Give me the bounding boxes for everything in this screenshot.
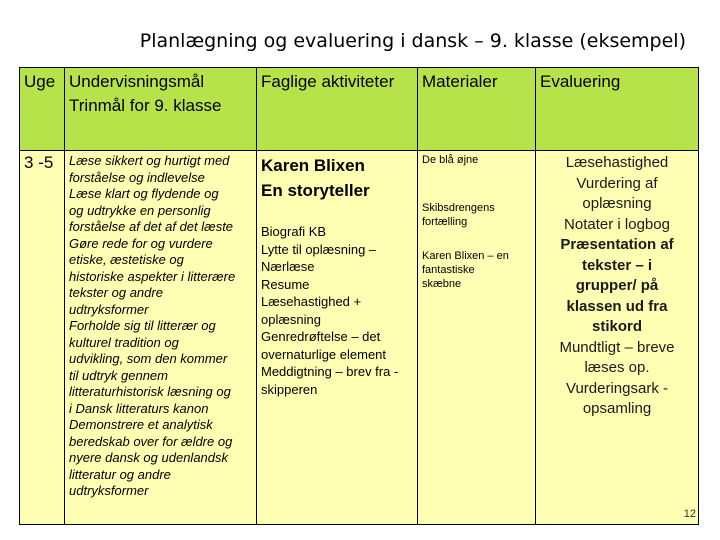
header-materialer-label: Materialer bbox=[422, 72, 498, 91]
evaluering-line: læses op. bbox=[584, 359, 650, 376]
aktivitet-line: Meddigtning – brev fra - bbox=[261, 364, 399, 379]
aktivitet-line: Nærlæse bbox=[261, 259, 315, 274]
evaluering-line: Læsehastighed bbox=[565, 154, 669, 171]
maal-line: udtryksformer bbox=[69, 301, 149, 317]
evaluering-bold-line: tekster – i bbox=[581, 256, 653, 274]
header-uge-label: Uge bbox=[24, 72, 56, 91]
table-row bbox=[20, 151, 699, 525]
aktivitet-line: oplæsning bbox=[261, 311, 321, 327]
maal-line: kulturel tradition og bbox=[69, 334, 179, 350]
maal-line: udvikling, som den kommer bbox=[69, 351, 228, 366]
evaluering-bold-line: stikord bbox=[591, 318, 642, 335]
aktivitet-title: Karen Blixen bbox=[261, 156, 365, 175]
maal-line: forståelse og indlevelse bbox=[69, 169, 205, 185]
aktivitet-line: Biografi KB bbox=[261, 224, 327, 239]
evaluering-bold-line: klassen ud fra bbox=[566, 297, 668, 315]
maal-line: litteraturhistorisk læsning og bbox=[69, 384, 231, 399]
maal-line: Demonstrere et analytisk bbox=[69, 417, 213, 432]
materiale-item: fortælling bbox=[422, 216, 468, 228]
cell-evaluering bbox=[536, 151, 699, 525]
cell-materialer bbox=[418, 151, 536, 525]
materiale-item: De blå øjne bbox=[422, 154, 479, 166]
header-evaluering-label: Evaluering bbox=[540, 72, 621, 91]
evaluering-bold-line: Præsentation af bbox=[560, 236, 674, 253]
maal-line: beredskab over for ældre og bbox=[69, 433, 233, 449]
header-uge bbox=[20, 68, 65, 151]
header-evaluering bbox=[536, 68, 699, 151]
page-number: 12 bbox=[683, 508, 696, 520]
aktivitet-line: Læsehastighed + bbox=[261, 294, 362, 309]
cell-maal bbox=[65, 151, 257, 525]
maal-line: litteratur og andre bbox=[69, 466, 171, 482]
evaluering-bold-line: grupper/ på bbox=[575, 277, 659, 294]
maal-line: Forholde sig til litterær og bbox=[69, 318, 216, 333]
aktivitet-line: Genredrøftelse – det bbox=[261, 329, 381, 344]
cell-uge bbox=[20, 151, 65, 525]
aktivitet-line: overnaturlige element bbox=[261, 346, 387, 362]
aktivitet-subtitle: En storyteller bbox=[261, 181, 370, 200]
header-aktiviteter-label: Faglige aktiviteter bbox=[261, 72, 395, 91]
materiale-item: skæbne bbox=[422, 278, 462, 290]
evaluering-line: Notater i logbog bbox=[564, 215, 670, 233]
evaluering-line: Vurdering af bbox=[576, 174, 658, 192]
header-materialer bbox=[418, 68, 536, 151]
evaluering-line: opsamling bbox=[582, 400, 652, 417]
maal-line: nyere dansk og udenlandsk bbox=[69, 450, 229, 465]
planning-table bbox=[19, 67, 699, 525]
cell-aktiviteter bbox=[257, 151, 418, 525]
header-aktiviteter bbox=[257, 68, 418, 151]
maal-line: Gøre rede for og vurdere bbox=[69, 235, 213, 251]
maal-line: til udtryk gennem bbox=[69, 367, 168, 383]
maal-line: i Dansk litteraturs kanon bbox=[69, 400, 209, 416]
evaluering-line: oplæsning bbox=[582, 195, 652, 212]
materiale-item: fantastiske bbox=[422, 264, 475, 276]
table-header-row bbox=[20, 68, 699, 151]
header-maal-sub: Trinmål for 9. klasse bbox=[69, 96, 222, 115]
header-maal-label: Undervisningsmål bbox=[69, 72, 205, 91]
maal-line: etiske, æstetiske og bbox=[69, 252, 184, 267]
maal-line: forståelse af det af det læste bbox=[69, 219, 234, 234]
aktivitet-line: Resume bbox=[261, 276, 310, 292]
header-maal bbox=[65, 68, 257, 151]
materiale-item: Skibsdrengens bbox=[422, 202, 495, 214]
maal-line: udtryksformer bbox=[69, 483, 149, 498]
evaluering-line: Mundtligt – breve bbox=[559, 338, 675, 356]
aktivitet-line: skipperen bbox=[261, 381, 318, 397]
maal-line: tekster og andre bbox=[69, 285, 163, 300]
uge-value: 3 -5 bbox=[24, 153, 54, 172]
evaluering-line: Vurderingsark - bbox=[566, 379, 668, 397]
maal-line: historiske aspekter i litterære bbox=[69, 268, 236, 284]
materiale-item: Karen Blixen – en bbox=[422, 250, 509, 262]
maal-line: og udtrykke en personlig bbox=[69, 202, 211, 218]
aktivitet-line: Lytte til oplæsning – bbox=[261, 241, 377, 257]
maal-line: Læse klart og flydende og bbox=[69, 186, 219, 201]
maal-line: Læse sikkert og hurtigt med bbox=[69, 153, 230, 168]
page-title: Planlægning og evaluering i dansk – 9. klasse (eksempel) bbox=[139, 30, 686, 52]
